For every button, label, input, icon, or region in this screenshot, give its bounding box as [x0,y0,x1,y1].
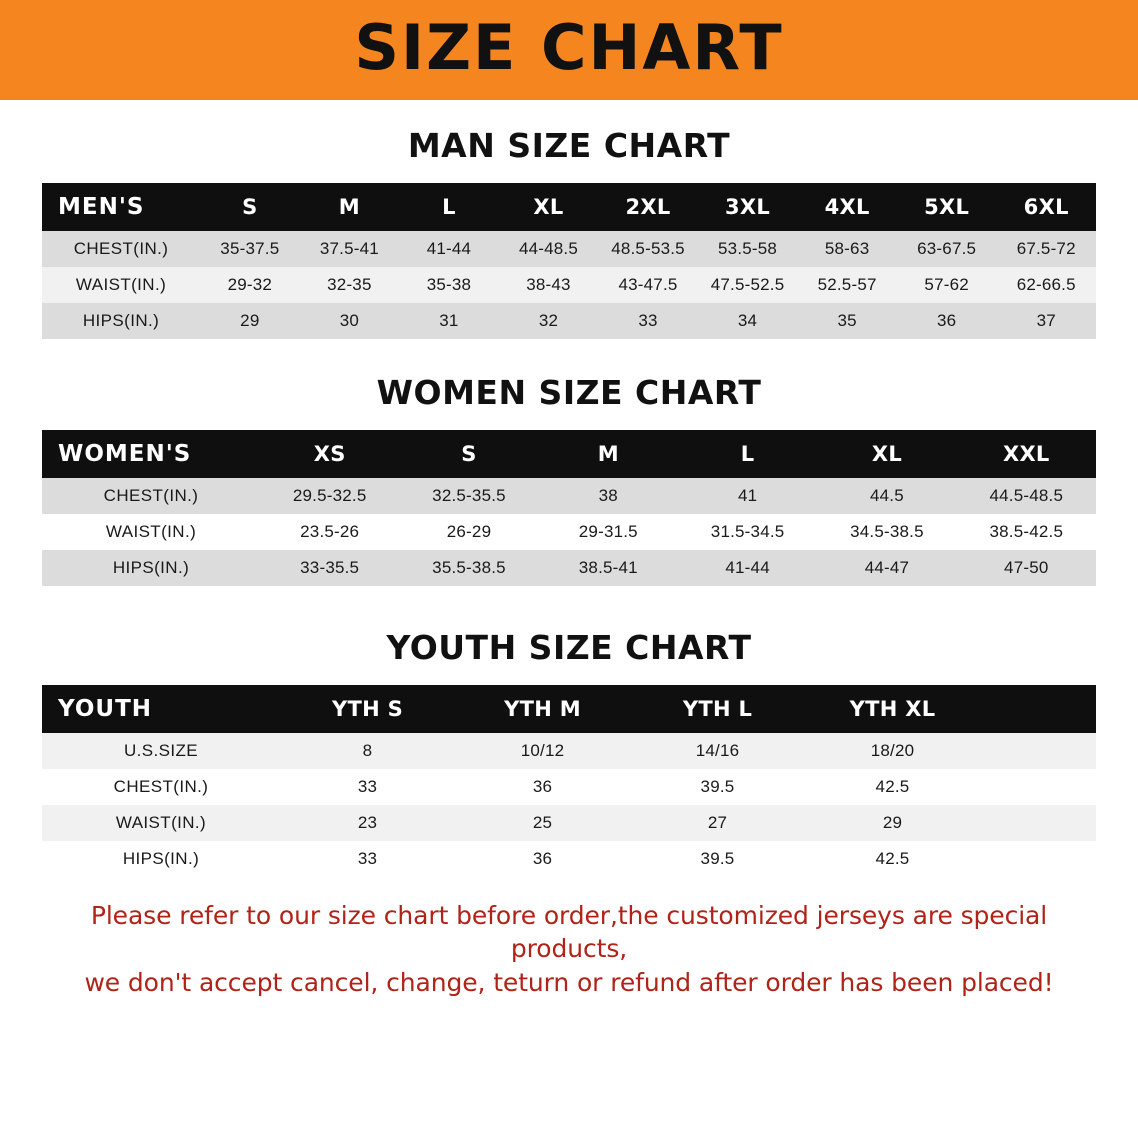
table-cell: 47-50 [957,550,1096,586]
table-header-row [42,183,1096,231]
table-cell: 23.5-26 [260,514,399,550]
women-section-title: WOMEN SIZE CHART [376,373,762,412]
row-label: WAIST(IN.) [42,514,260,550]
row-label: CHEST(IN.) [42,478,260,514]
table-cell: 42.5 [805,769,980,805]
column-header: YTH L [682,697,753,721]
table-row [42,769,1096,805]
column-header: YTH XL [849,697,936,721]
table-cell: 33 [280,841,455,877]
table-header-row [42,430,1096,478]
page-title: SIZE CHART [354,11,784,84]
table-cell: 8 [280,733,455,769]
column-header: XL [871,442,903,466]
table-cell: 23 [280,805,455,841]
table-cell: 41 [678,478,817,514]
table-cell: 33 [280,769,455,805]
table-row [42,267,1096,303]
column-header: S [461,442,477,466]
table-cell: 32 [499,303,599,339]
row-label: WAIST(IN.) [42,805,280,841]
disclaimer-note [40,899,1098,999]
table-cell-spacer [980,841,1096,877]
women-size-table [42,430,1096,586]
table-row [42,231,1096,267]
table-cell: 35-38 [399,267,499,303]
table-cell: 43-47.5 [598,267,698,303]
column-header: 2XL [625,195,671,219]
table-cell: 38.5-42.5 [957,514,1096,550]
table-cell: 35 [797,303,897,339]
column-header: 4XL [824,195,870,219]
row-label: CHEST(IN.) [42,231,200,267]
column-header: XXL [1002,442,1050,466]
women-table-wrap [42,430,1096,586]
table-cell: 44.5-48.5 [957,478,1096,514]
table-cell: 26-29 [399,514,538,550]
banner [0,0,1138,100]
table-cell: 33 [598,303,698,339]
column-header: L [740,442,755,466]
column-header: XL [533,195,564,219]
table-cell: 27 [630,805,805,841]
table-cell: 57-62 [897,267,997,303]
table-cell: 10/12 [455,733,630,769]
column-header: M [597,442,619,466]
table-cell: 48.5-53.5 [598,231,698,267]
table-row [42,550,1096,586]
table-cell-spacer [980,769,1096,805]
table-cell: 32-35 [300,267,400,303]
man-size-table [42,183,1096,339]
table-cell: 38.5-41 [539,550,678,586]
table-cell: 62-66.5 [996,267,1096,303]
table-row [42,805,1096,841]
column-header: YOUTH [58,696,153,722]
column-header: 6XL [1023,195,1069,219]
table-cell: 35.5-38.5 [399,550,538,586]
table-cell: 35-37.5 [200,231,300,267]
column-header: M [338,195,360,219]
table-cell: 29 [805,805,980,841]
table-cell: 29-31.5 [539,514,678,550]
table-row [42,841,1096,877]
table-cell: 52.5-57 [797,267,897,303]
table-cell: 41-44 [678,550,817,586]
row-label: HIPS(IN.) [42,550,260,586]
column-header: S [242,195,258,219]
row-label: HIPS(IN.) [42,841,280,877]
youth-section-title: YOUTH SIZE CHART [386,628,752,667]
table-cell: 53.5-58 [698,231,798,267]
table-cell: 34 [698,303,798,339]
column-header-spacer [980,685,1096,733]
column-header: 3XL [725,195,771,219]
table-cell: 63-67.5 [897,231,997,267]
table-cell: 39.5 [630,769,805,805]
column-header: YTH S [331,697,404,721]
column-header: XS [313,442,346,466]
table-row [42,478,1096,514]
table-cell: 33-35.5 [260,550,399,586]
table-row [42,303,1096,339]
table-cell: 44-47 [817,550,956,586]
man-table-wrap [42,183,1096,339]
table-cell: 34.5-38.5 [817,514,956,550]
column-header: WOMEN'S [58,441,192,467]
table-cell: 41-44 [399,231,499,267]
table-header-row [42,685,1096,733]
column-header: 5XL [924,195,970,219]
table-cell: 14/16 [630,733,805,769]
disclaimer-line-1: Please refer to our size chart before order,the customized jerseys are special products, [90,901,1048,964]
table-cell: 31.5-34.5 [678,514,817,550]
column-header: YTH M [504,697,581,721]
table-cell: 18/20 [805,733,980,769]
table-cell: 31 [399,303,499,339]
table-row [42,733,1096,769]
youth-size-table [42,685,1096,877]
table-cell: 29.5-32.5 [260,478,399,514]
row-label: HIPS(IN.) [42,303,200,339]
table-cell: 38-43 [499,267,599,303]
table-cell: 58-63 [797,231,897,267]
table-cell: 36 [455,769,630,805]
table-cell-spacer [980,805,1096,841]
table-cell: 29-32 [200,267,300,303]
table-row [42,514,1096,550]
table-cell: 30 [300,303,400,339]
row-label: WAIST(IN.) [42,267,200,303]
table-cell: 44-48.5 [499,231,599,267]
table-cell: 37.5-41 [300,231,400,267]
youth-table-wrap [42,685,1096,877]
column-header: L [442,195,456,219]
row-label: CHEST(IN.) [42,769,280,805]
disclaimer-line-2: we don't accept cancel, change, teturn or refund after order has been placed! [84,967,1054,997]
table-cell: 39.5 [630,841,805,877]
table-cell: 25 [455,805,630,841]
table-cell: 29 [200,303,300,339]
man-section-title: MAN SIZE CHART [407,126,731,165]
table-cell: 67.5-72 [996,231,1096,267]
table-cell: 44.5 [817,478,956,514]
table-cell: 47.5-52.5 [698,267,798,303]
row-label: U.S.SIZE [42,733,280,769]
table-cell: 38 [539,478,678,514]
table-cell: 37 [996,303,1096,339]
table-cell: 32.5-35.5 [399,478,538,514]
column-header: MEN'S [58,194,145,220]
table-cell: 42.5 [805,841,980,877]
table-cell-spacer [980,733,1096,769]
table-cell: 36 [897,303,997,339]
table-cell: 36 [455,841,630,877]
